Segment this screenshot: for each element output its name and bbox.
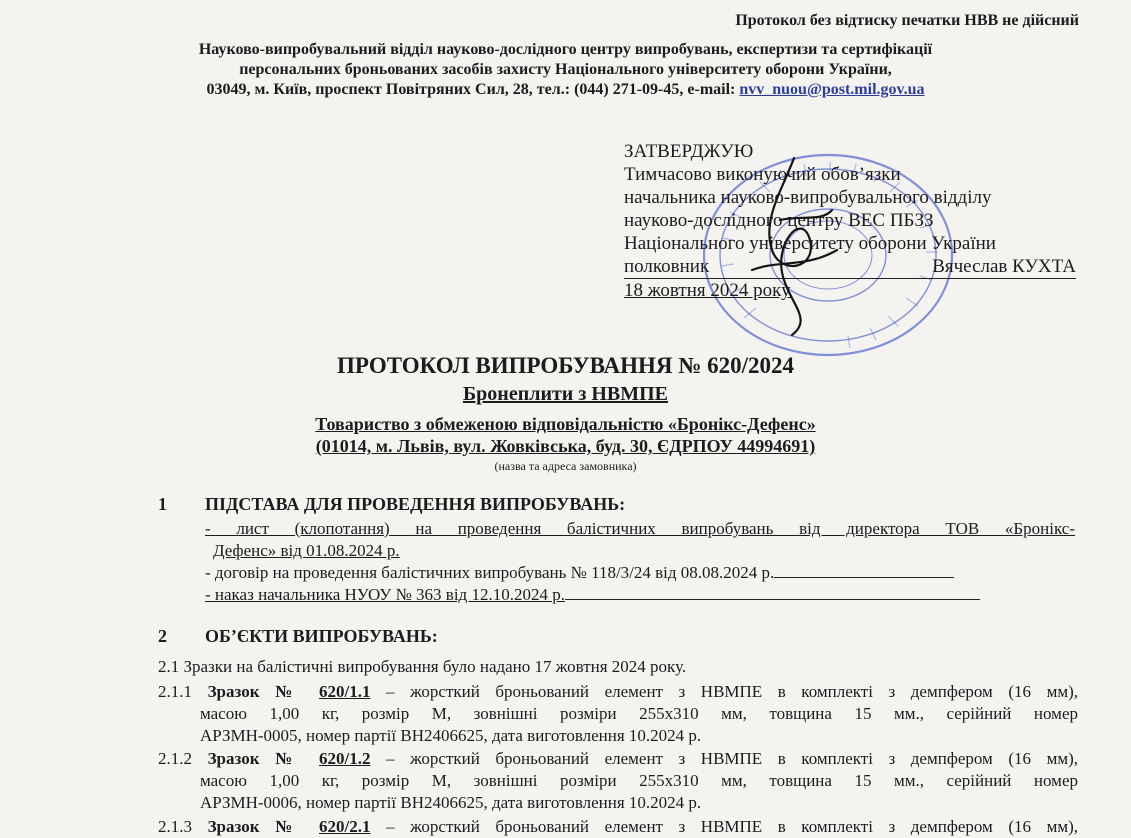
org-address: 03049, м. Київ, проспект Повітряних Сил, 28, тел.: (044) 271-09-45, e-mail:: [206, 81, 740, 98]
approval-heading: ЗАТВЕРДЖУЮ: [624, 141, 754, 162]
product-subtitle: Бронеплити з НВМПЕ: [462, 383, 669, 405]
sample-2-line-1: 2.1.2 Зразок № 620/1.2 – жорсткий броньований елемент з НВМПЕ в комплекті з демпфером (16 мм),: [158, 749, 1078, 768]
customer-block: [0, 413, 1131, 457]
basis-item-2: - договір на проведення балістичних випробувань № 118/3/24 від 08.08.2024 р.: [205, 562, 1075, 584]
basis-item-3: - наказ начальника НУОУ № 363 від 12.10.2024 р.: [205, 584, 1075, 606]
basis-item-1-line-2: Дефенс» від 01.08.2024 р.: [213, 541, 400, 560]
sample-1-line-1: 2.1.1 Зразок № 620/1.1 – жорсткий броньований елемент з НВМПЕ в комплекті з демпфером (16 мм),: [158, 682, 1078, 701]
approval-signatory: Вячеслав КУХТА: [932, 256, 1076, 277]
org-line-2: персональних броньованих засобів захисту Національного університету оборони України,: [239, 61, 892, 78]
approval-position-1: Тимчасово виконуючий обов’язки: [624, 164, 901, 185]
section-2-heading: ОБ’ЄКТИ ВИПРОБУВАНЬ:: [205, 626, 438, 646]
section-1-heading: ПІДСТАВА ДЛЯ ПРОВЕДЕННЯ ВИПРОБУВАНЬ:: [205, 494, 626, 514]
sample-2-line-3: АРЗМН-0006, номер партії ВН2406625, дата виготовлення 10.2024 р.: [200, 793, 702, 812]
sample-1: [158, 681, 1078, 747]
org-line-3: [0, 80, 1131, 100]
org-line-1: Науково-випробувальний відділ науково-дослідного центру випробувань, експертизи та сертифікації: [198, 41, 933, 58]
signature-icon: [722, 150, 852, 340]
approval-position-2: начальника науково-випробувального відділу: [624, 187, 992, 208]
sample-1-line-3: АРЗМН-0005, номер партії ВН2406625, дата виготовлення 10.2024 р.: [200, 726, 702, 745]
approval-rank: полковник: [624, 256, 710, 277]
customer-note: (назва та адреса замовника): [494, 459, 637, 473]
basis-item-1-line-1: - лист (клопотання) на проведення балістичних випробувань від директора ТОВ «Бронікс-: [205, 519, 1075, 538]
sample-3-line-1: 2.1.3 Зразок № 620/2.1 – жорсткий броньований елемент з НВМПЕ в комплекті з демпфером (16 мм),: [158, 817, 1078, 836]
protocol-title: [0, 352, 1131, 380]
customer-name: Товариство з обмеженою відповідальністю «Бронікс-Дефенс»: [315, 414, 816, 434]
org-email-link[interactable]: nvv_nuou@post.mil.gov.ua: [739, 81, 925, 98]
section-1-list: [205, 518, 1075, 606]
sample-2-line-2: масою 1,00 кг, розмір М, зовнішні розміри 255х310 мм, товщина 15 мм., серійний номер: [200, 771, 1078, 790]
section-1-number: 1: [158, 494, 167, 514]
section-2-number: 2: [158, 626, 167, 646]
sample-3: [158, 816, 1078, 838]
section-2-1-text: 2.1 Зразки на балістичні випробування було надано 17 жовтня 2024 року.: [158, 657, 687, 676]
sample-1-line-2: масою 1,00 кг, розмір М, зовнішні розміри 255х310 мм, товщина 15 мм., серійний номер: [200, 704, 1078, 723]
protocol-title-text: ПРОТОКОЛ ВИПРОБУВАННЯ № 620/2024: [337, 353, 794, 378]
validity-warning: Протокол без відтиску печатки НВВ не дійсний: [735, 12, 1079, 29]
sample-1-id: 620/1.1: [319, 682, 371, 701]
sample-2: [158, 748, 1078, 814]
organization-header: [0, 40, 1131, 100]
handwritten-signature: [722, 150, 852, 340]
sample-2-id: 620/1.2: [319, 749, 371, 768]
sample-3-id: 620/2.1: [319, 817, 371, 836]
approval-date: 18 жовтня 2024 року: [624, 280, 791, 301]
customer-address: (01014, м. Львів, вул. Жовківська, буд. 30, ЄДРПОУ 44994691): [315, 436, 816, 456]
approval-position-3: науково-дослідного центру ВЕС ПБЗЗ: [624, 210, 934, 231]
approval-position-4: Національного університету оборони України: [624, 233, 996, 254]
